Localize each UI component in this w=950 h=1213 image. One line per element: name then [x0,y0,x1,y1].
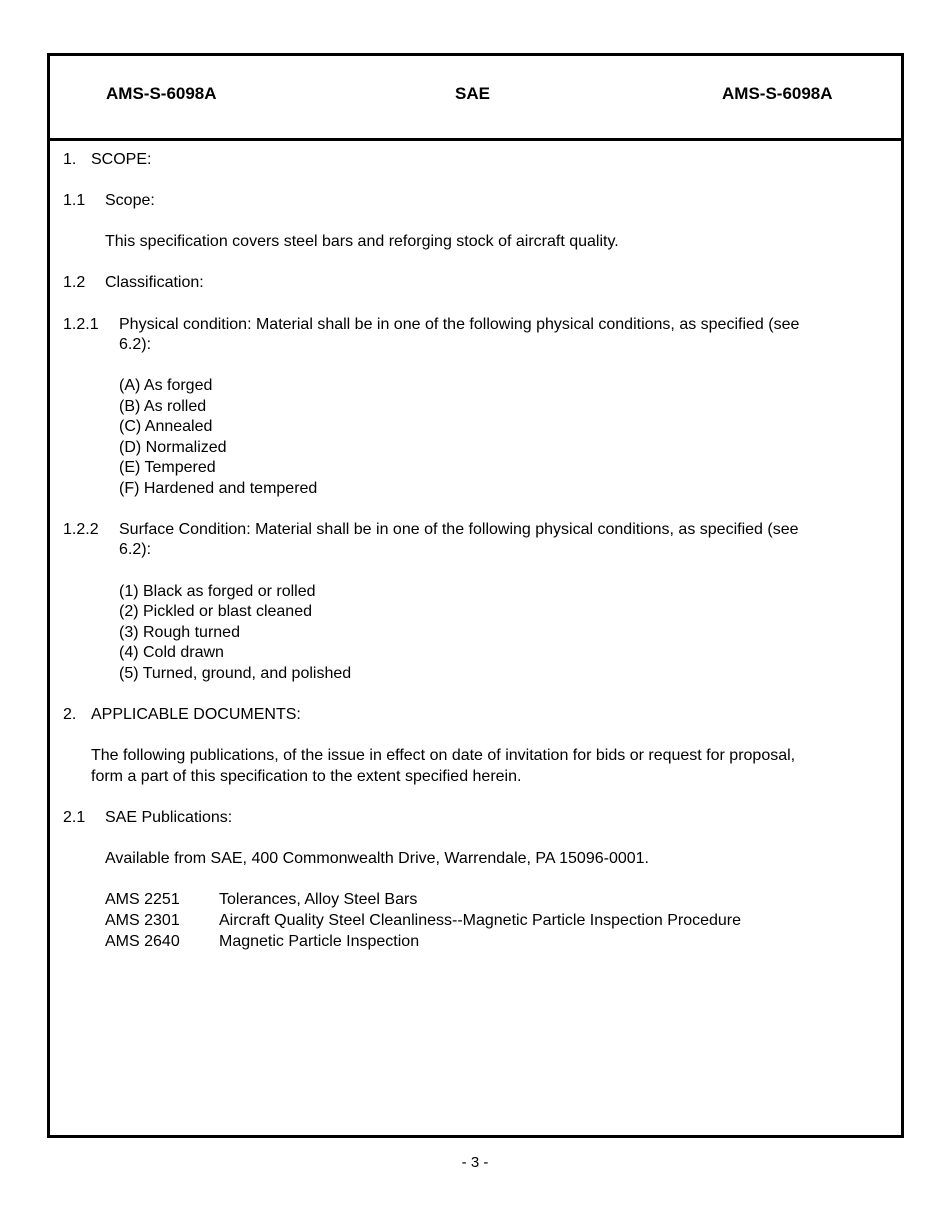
applicable-documents-paragraph: The following publications, of the issue in effect on date of invitation for bids or request for proposal, [91,747,796,764]
subsection-heading-scope: Scope: [105,192,155,209]
reference-code: AMS 2251 [105,891,180,908]
section-number: 2. [63,706,77,723]
physical-condition-paragraph: Physical condition: Material shall be in one of the following physical conditions, as specified (see [119,316,800,333]
reference-title: Tolerances, Alloy Steel Bars [219,891,418,908]
surface-condition-paragraph: 6.2): [119,541,152,558]
section-number: 1.2.1 [63,316,99,333]
section-number: 1. [63,151,77,168]
surface-condition-paragraph: Surface Condition: Material shall be in one of the following physical conditions, as specified (see [119,521,799,538]
page-number: - 3 - [461,1154,489,1171]
list-item: (F) Hardened and tempered [119,480,318,497]
list-item: (3) Rough turned [119,624,240,641]
list-item: (E) Tempered [119,459,216,476]
list-item: (5) Turned, ground, and polished [119,665,352,682]
header-doc-id-left: AMS-S-6098A [106,84,217,103]
list-item: (B) As rolled [119,398,207,415]
physical-condition-paragraph: 6.2): [119,336,152,353]
document-header [50,56,901,141]
section-number: 1.2.2 [63,521,99,538]
list-item: (C) Annealed [119,418,213,435]
subsection-heading-sae-publications: SAE Publications: [105,809,233,826]
section-number: 1.2 [63,274,86,291]
list-item: (D) Normalized [119,439,227,456]
section-number: 1.1 [63,192,86,209]
applicable-documents-paragraph: form a part of this specification to the extent specified herein. [91,768,522,785]
list-item: (A) As forged [119,377,213,394]
reference-title: Magnetic Particle Inspection [219,933,420,950]
section-heading-scope: SCOPE: [91,151,152,168]
sae-address-paragraph: Available from SAE, 400 Commonwealth Drive, Warrendale, PA 15096-0001. [105,850,649,867]
list-item: (2) Pickled or blast cleaned [119,603,312,620]
reference-code: AMS 2640 [105,933,180,950]
subsection-heading-classification: Classification: [105,274,204,291]
scope-paragraph: This specification covers steel bars and reforging stock of aircraft quality. [105,233,619,250]
header-organization: SAE [455,84,490,103]
list-item: (1) Black as forged or rolled [119,583,316,600]
header-doc-id-right: AMS-S-6098A [722,84,833,103]
list-item: (4) Cold drawn [119,644,224,661]
reference-code: AMS 2301 [105,912,180,929]
section-heading-applicable-documents: APPLICABLE DOCUMENTS: [91,706,301,723]
reference-title: Aircraft Quality Steel Cleanliness--Magnetic Particle Inspection Procedure [219,912,742,929]
section-number: 2.1 [63,809,86,826]
